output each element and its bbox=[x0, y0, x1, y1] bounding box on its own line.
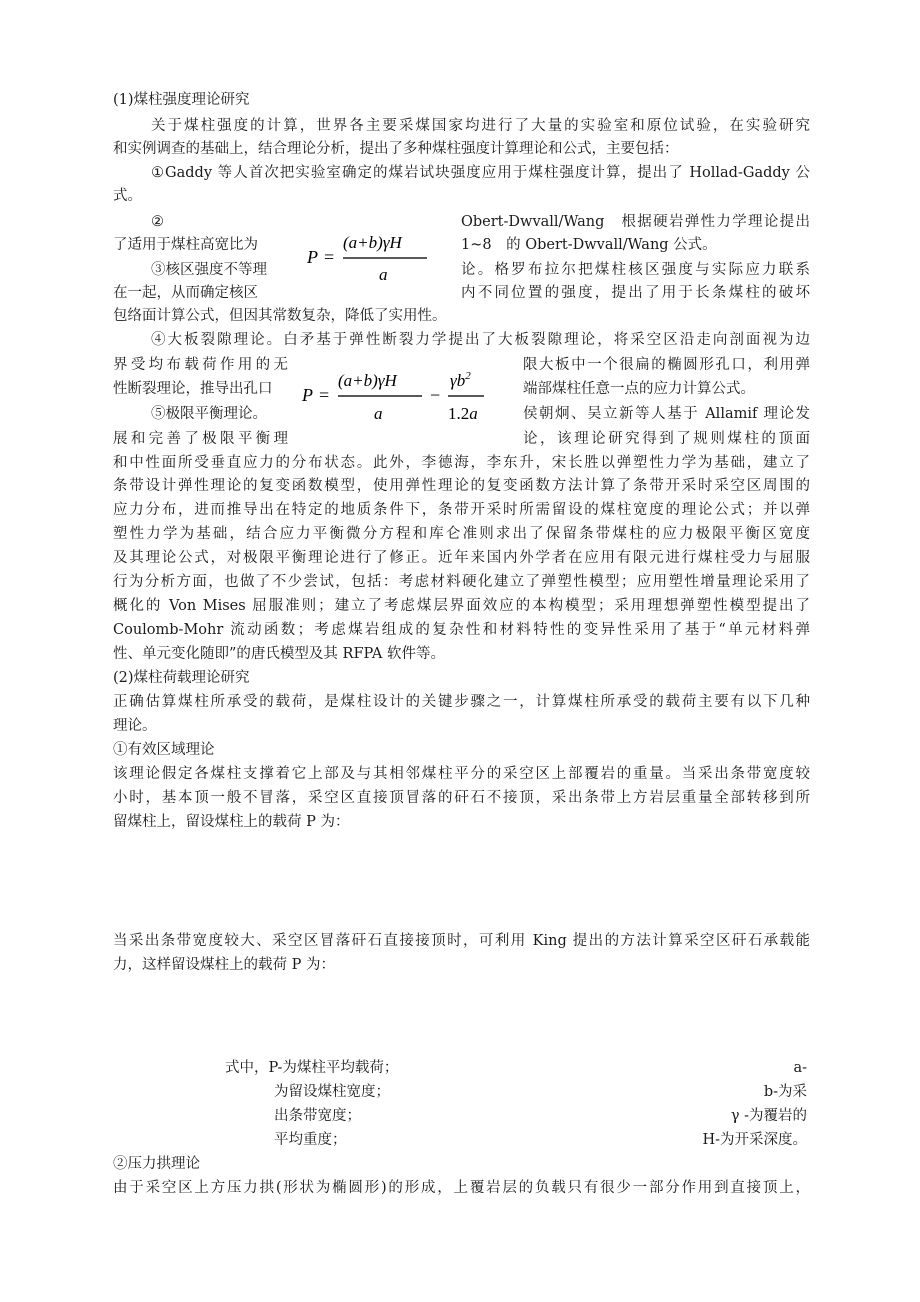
list-item-line: 论。格罗布拉尔把煤柱核区强度与实际应力联系 bbox=[461, 262, 810, 278]
svg-text:a: a bbox=[374, 404, 383, 423]
svg-text:a: a bbox=[379, 265, 388, 284]
list-item-line: ④大板裂隙理论。白矛基于弹性断裂力学提出了大板裂隙理论，将采空区沿走向剖面视为边 bbox=[151, 332, 810, 348]
list-item-line: 界受均布载荷作用的无 bbox=[113, 357, 288, 373]
paragraph-line: 正确估算煤柱所承受的载荷，是煤柱设计的关键步骤之一，计算煤柱所承受的载荷主要有以下几种 bbox=[113, 694, 810, 710]
paragraph-line: 小时，基本顶一般不冒落，采空区直接顶冒落的矸石不接顶，采出条带上方岩层重量全部转移到所 bbox=[113, 790, 810, 806]
legend-line: 出条带宽度； bbox=[274, 1108, 361, 1124]
svg-text:−: − bbox=[430, 385, 441, 405]
paragraph-line: 及其理论公式，对极限平衡理论进行了修正。近年来国内外学者在应用有限元进行煤柱受力与屈服 bbox=[113, 550, 810, 566]
paragraph-line: 由于采空区上方压力拱(形状为椭圆形)的形成，上覆岩层的负载只有很少一部分作用到直接顶上， bbox=[113, 1180, 810, 1196]
legend-line: a- bbox=[793, 1060, 807, 1076]
subsection-heading-pressure-arch: ②压力拱理论 bbox=[113, 1156, 200, 1172]
legend-line: 平均重度； bbox=[274, 1132, 347, 1148]
legend-line: H-为开采深度。 bbox=[702, 1132, 807, 1148]
paragraph-line: 该理论假定各煤柱支撑着它上部及与其相邻煤柱平分的采空区上部覆岩的重量。当采出条带宽度较 bbox=[113, 766, 810, 782]
list-item-line: 性断裂理论，推导出孔口 bbox=[113, 381, 273, 397]
paragraph-line: 应力分布，进而推导出在特定的地质条件下，条带开采时所需留设的煤柱宽度的理论公式；并以弹 bbox=[113, 502, 810, 518]
list-item-line: ①Gaddy 等人首次把实验室确定的煤岩试块强度应用于煤柱强度计算，提出了 Hollad-Gaddy 公 bbox=[151, 165, 810, 181]
section-heading-pillar-load: (2)煤柱荷载理论研究 bbox=[113, 670, 250, 686]
list-item-line: ③核区强度不等理 bbox=[151, 262, 267, 278]
list-item-line: ② bbox=[151, 214, 164, 230]
paragraph-line: 概化的 Von Mises 屈服准则；建立了考虑煤层界面效应的本构模型；采用理想弹塑性模型提出了 bbox=[113, 598, 810, 614]
list-item-line: 包络面计算公式，但因其常数复杂，降低了实用性。 bbox=[113, 308, 447, 324]
paragraph-line: 性、单元变化随即”的唐氏模型及其 RFPA 软件等。 bbox=[113, 646, 446, 662]
paragraph-line: 理论。 bbox=[113, 718, 157, 734]
list-item-line: 限大板中一个很扁的椭圆形孔口，利用弹 bbox=[523, 357, 810, 373]
list-item-line: 内不同位置的强度，提出了用于长条煤柱的破坏 bbox=[461, 285, 810, 301]
svg-text:P: P bbox=[307, 247, 318, 267]
svg-text:=: = bbox=[319, 385, 330, 405]
paragraph-line: 和中性面所受垂直应力的分布状态。此外，李德海，李东升，宋长胜以弹塑性力学为基础，建立了 bbox=[113, 455, 810, 471]
list-item-line: 了适用于煤柱高宽比为 bbox=[113, 237, 258, 253]
svg-text:(a+b)γH: (a+b)γH bbox=[343, 233, 402, 252]
list-item-line: ⑤极限平衡理论。 bbox=[151, 406, 267, 422]
list-item-line: 在一起，从而确定核区 bbox=[113, 285, 258, 301]
formula-big-plate-fracture bbox=[298, 364, 488, 426]
section-heading-pillar-strength: (1)煤柱强度理论研究 bbox=[113, 92, 250, 108]
paragraph-line: 力，这样留设煤柱上的载荷 P 为： bbox=[113, 957, 335, 973]
list-item-line: 端部煤柱任意一点的应力计算公式。 bbox=[523, 381, 755, 397]
paragraph-line: 当采出条带宽度较大、采空区冒落矸石直接接顶时，可利用 King 提出的方法计算采空区矸石承载能 bbox=[113, 933, 810, 949]
legend-line: b-为采 bbox=[763, 1084, 807, 1100]
paragraph-line: Coulomb-Mohr 流动函数；考虑煤岩组成的复杂性和材料特性的变异性采用了基于“单元材料弹 bbox=[113, 622, 810, 638]
legend-line: γ -为覆岩的 bbox=[730, 1108, 807, 1124]
list-item-line: Obert-Dwvall/Wang 根据硬岩弹性力学理论提出 bbox=[461, 214, 810, 230]
svg-text:γb2: $\gamma b^2$ bbox=[450, 370, 471, 390]
legend-line: 为留设煤柱宽度； bbox=[274, 1084, 390, 1100]
list-item-line: 式。 bbox=[113, 188, 142, 204]
paragraph-line: 留煤柱上，留设煤柱上的载荷 P 为： bbox=[113, 814, 350, 830]
paragraph-line: 塑性力学为基础，结合应力平衡微分方程和库仑准则求出了保留条带煤柱的应力极限平衡区宽度 bbox=[113, 526, 810, 542]
paragraph-line: 关于煤柱强度的计算，世界各主要采煤国家均进行了大量的实验室和原位试验，在实验研究 bbox=[151, 118, 810, 134]
svg-text:P: P bbox=[302, 385, 313, 405]
legend-line: 式中，P-为煤柱平均载荷； bbox=[225, 1060, 399, 1076]
list-item-line: 展和完善了极限平衡理 bbox=[113, 431, 288, 447]
paragraph-line: 条带设计弹性理论的复变函数模型，使用弹性理论的复变函数方法计算了条带开采时采空区周围的 bbox=[113, 478, 810, 494]
svg-text:(a+b)γH: (a+b)γH bbox=[338, 371, 397, 390]
subsection-heading-effective-area: ①有效区域理论 bbox=[113, 742, 215, 758]
svg-text:=: = bbox=[324, 247, 335, 267]
paragraph-line: 和实例调查的基础上，结合理论分析，提出了多种煤柱强度计算理论和公式，主要包括： bbox=[113, 141, 679, 157]
list-item-line: 侯朝炯、吴立新等人基于 Allamif 理论发 bbox=[523, 406, 810, 422]
svg-text:1.2a: 1.2a bbox=[448, 404, 478, 423]
list-item-line: 论，该理论研究得到了规则煤柱的顶面 bbox=[523, 431, 810, 447]
formula-pillar-strength bbox=[303, 225, 433, 287]
paragraph-line: 行为分析方面，也做了不少尝试，包括：考虑材料硬化建立了弹塑性模型；应用塑性增量理论采用了 bbox=[113, 574, 810, 590]
list-item-line: 1~8 的 Obert-Dwvall/Wang 公式。 bbox=[461, 237, 717, 253]
